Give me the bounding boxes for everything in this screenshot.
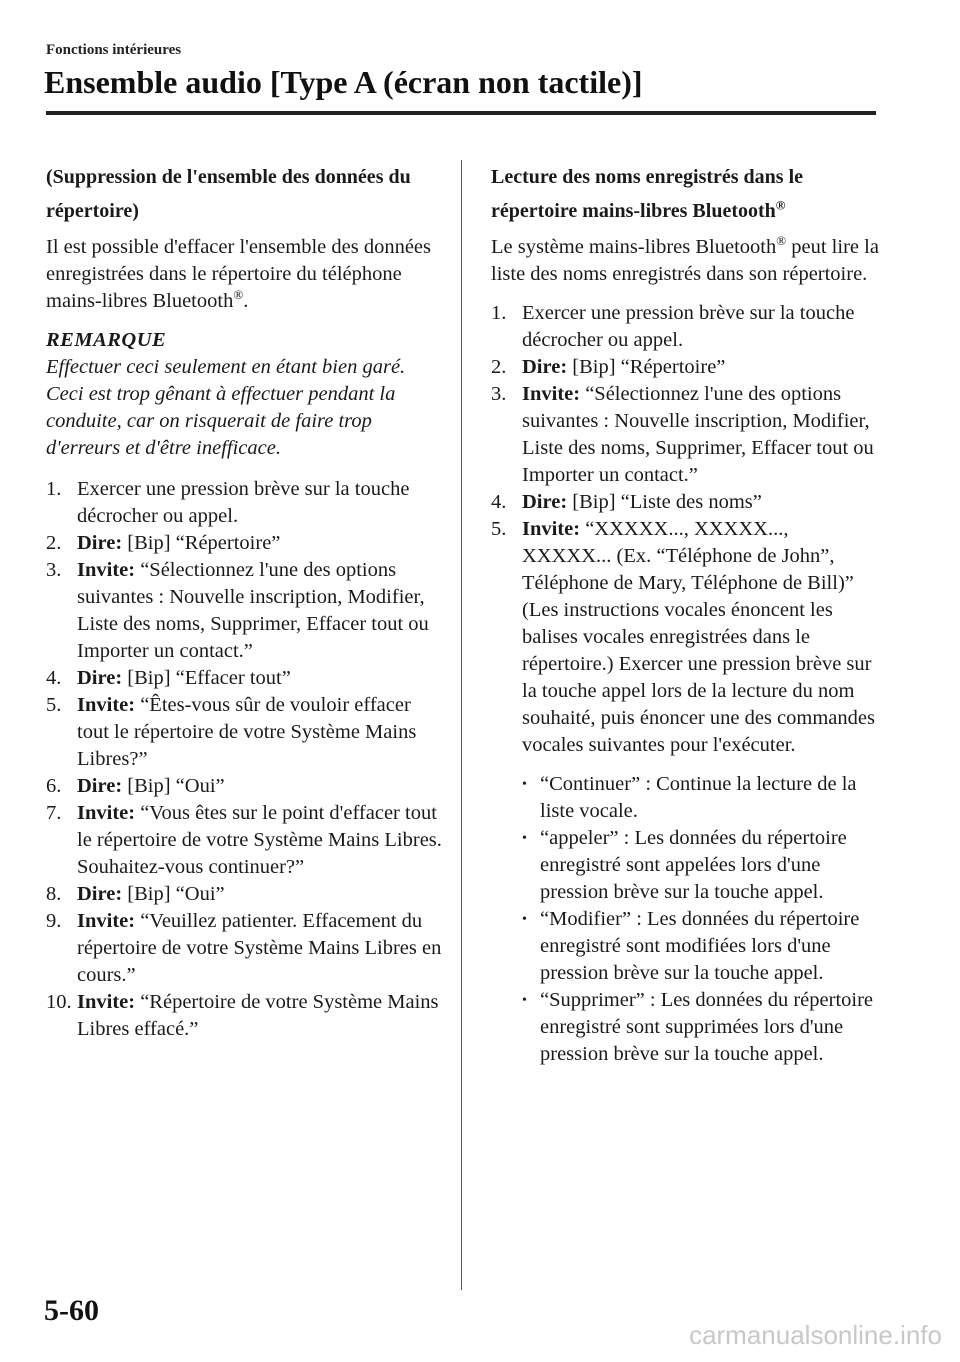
step-body (522, 489, 881, 516)
step-text: [Bip] “Oui” (127, 883, 225, 905)
right-heading (491, 160, 881, 228)
step-keyword: Dire: (77, 775, 123, 797)
registered-mark: ® (776, 233, 787, 249)
bullet-item (522, 987, 881, 1068)
left-intro-end: . (243, 290, 249, 312)
step-number: 3. (46, 559, 62, 581)
step-text: Exercer une pression brève sur la touche décrocher ou appel. (77, 478, 410, 527)
step-body (77, 908, 446, 989)
bullet-dot-icon: • (522, 912, 527, 927)
list-item (46, 881, 446, 908)
list-item (491, 516, 881, 759)
step-keyword: Invite: (77, 910, 136, 932)
step-body (77, 476, 446, 530)
bullet-text: “Continuer” : Continue la lecture de la liste vocale. (540, 773, 857, 822)
bullet-item (522, 771, 881, 825)
list-item (46, 557, 446, 665)
step-text: “XXXXX..., XXXXX..., XXXXX... (Ex. “Téléphone de John”, Téléphone de Mary, Téléphone de Bill)” (Les instructions vocales énoncent les balises vocales enregistrées dans le répertoire.) Exercer une pression brève sur la touche appel lors de la lecture du nom souhaité, puis énoncer une des commandes vocales suivantes pour l'exécuter. (522, 518, 875, 756)
note-title: REMARQUE (46, 329, 167, 351)
step-number: 3. (491, 383, 507, 405)
step-number: 2. (46, 532, 62, 554)
step-keyword: Invite: (77, 991, 136, 1013)
page-number: 5-60 (44, 1294, 99, 1327)
command-bullets (491, 771, 881, 1068)
step-number: 2. (491, 356, 507, 378)
list-item (46, 476, 446, 530)
left-intro-text: Il est possible d'effacer l'ensemble des données enregistrées dans le répertoire du téléphone mains-libres Bluetooth (46, 236, 431, 312)
registered-mark: ® (775, 197, 786, 213)
step-body (522, 354, 881, 381)
step-text: “Veuillez patienter. Effacement du répertoire de votre Système Mains Libres en cours.” (77, 910, 442, 986)
step-number: 1. (46, 478, 62, 500)
left-intro (46, 234, 446, 315)
step-keyword: Dire: (77, 667, 123, 689)
registered-mark: ® (233, 287, 244, 303)
bullet-item (522, 825, 881, 906)
bullet-text: “appeler” : Les données du répertoire enregistré sont appelées lors d'une pression brève sur la touche appel. (540, 827, 847, 903)
bullet-text: “Modifier” : Les données du répertoire enregistré sont modifiées lors d'une pression brève sur la touche appel. (540, 908, 860, 984)
list-item (491, 489, 881, 516)
step-keyword: Dire: (522, 491, 568, 513)
bullet-dot-icon: • (522, 993, 527, 1008)
step-number: 9. (46, 910, 62, 932)
list-item (491, 354, 881, 381)
left-steps (46, 476, 446, 1043)
bullet-dot-icon: • (522, 777, 527, 792)
step-text: Exercer une pression brève sur la touche décrocher ou appel. (522, 302, 855, 351)
step-keyword: Dire: (522, 356, 568, 378)
step-body (77, 692, 446, 773)
title-rule (46, 111, 876, 115)
step-number: 8. (46, 883, 62, 905)
right-steps (491, 300, 881, 759)
step-body (77, 557, 446, 665)
step-body (77, 800, 446, 881)
right-intro-text-end: peut lire la liste des noms enregistrés dans son répertoire. (491, 236, 879, 285)
section-label: Fonctions intérieures (46, 42, 182, 58)
right-intro-text: Le système mains-libres Bluetooth (491, 236, 777, 258)
list-item (46, 800, 446, 881)
page-title: Ensemble audio [Type A (écran non tactile)] (44, 64, 643, 100)
step-keyword: Invite: (77, 802, 136, 824)
step-text: [Bip] “Liste des noms” (572, 491, 762, 513)
list-item (46, 692, 446, 773)
step-text: “Êtes-vous sûr de vouloir effacer tout le répertoire de votre Système Mains Libres?” (77, 694, 417, 770)
step-text: “Répertoire de votre Système Mains Libres effacé.” (77, 991, 439, 1040)
step-body (77, 881, 446, 908)
step-text: [Bip] “Oui” (127, 775, 225, 797)
step-number: 6. (46, 775, 62, 797)
list-item (491, 381, 881, 489)
list-item (46, 530, 446, 557)
list-item (491, 300, 881, 354)
left-column (46, 160, 446, 1043)
step-keyword: Dire: (77, 883, 123, 905)
step-body (77, 665, 446, 692)
list-item (46, 773, 446, 800)
step-body (77, 773, 446, 800)
step-text: “Vous êtes sur le point d'effacer tout le répertoire de votre Système Mains Libres. Souhaitez-vous continuer?” (77, 802, 442, 878)
list-item (46, 989, 446, 1043)
step-keyword: Invite: (77, 559, 136, 581)
step-body (522, 300, 881, 354)
left-heading: (Suppression de l'ensemble des données du répertoire) (46, 166, 411, 222)
bullet-text: “Supprimer” : Les données du répertoire enregistré sont supprimées lors d'une pression brève sur la touche appel. (540, 989, 874, 1065)
step-keyword: Dire: (77, 532, 123, 554)
right-column (491, 160, 881, 1068)
step-body (522, 516, 881, 759)
step-keyword: Invite: (77, 694, 136, 716)
step-number: 5. (46, 694, 62, 716)
right-intro (491, 234, 881, 288)
step-number: 1. (491, 302, 507, 324)
step-body (77, 989, 446, 1043)
step-text: “Sélectionnez l'une des options suivantes : Nouvelle inscription, Modifier, Liste des noms, Supprimer, Effacer tout ou Importer un contact.” (77, 559, 429, 662)
step-number: 7. (46, 802, 62, 824)
step-keyword: Invite: (522, 383, 581, 405)
step-number: 4. (491, 491, 507, 513)
watermark: carmanualsonline.info (689, 1320, 942, 1350)
step-number: 5. (491, 518, 507, 540)
list-item (46, 908, 446, 989)
step-body (522, 381, 881, 489)
step-text: [Bip] “Répertoire” (127, 532, 281, 554)
step-text: [Bip] “Effacer tout” (127, 667, 291, 689)
right-heading-text: Lecture des noms enregistrés dans le répertoire mains-libres Bluetooth (491, 166, 804, 222)
step-number: 4. (46, 667, 62, 689)
step-keyword: Invite: (522, 518, 581, 540)
column-divider (461, 160, 462, 1290)
step-body (77, 530, 446, 557)
step-number: 10. (46, 991, 72, 1013)
step-text: “Sélectionnez l'une des options suivantes : Nouvelle inscription, Modifier, Liste des noms, Supprimer, Effacer tout ou Importer un contact.” (522, 383, 874, 486)
bullet-item (522, 906, 881, 987)
bullet-dot-icon: • (522, 831, 527, 846)
step-text: [Bip] “Répertoire” (572, 356, 726, 378)
note-text: Effectuer ceci seulement en étant bien garé. Ceci est trop gênant à effectuer pendant la conduite, car on risquerait de faire trop d'erreurs et d'être inefficace. (46, 356, 406, 459)
list-item (46, 665, 446, 692)
